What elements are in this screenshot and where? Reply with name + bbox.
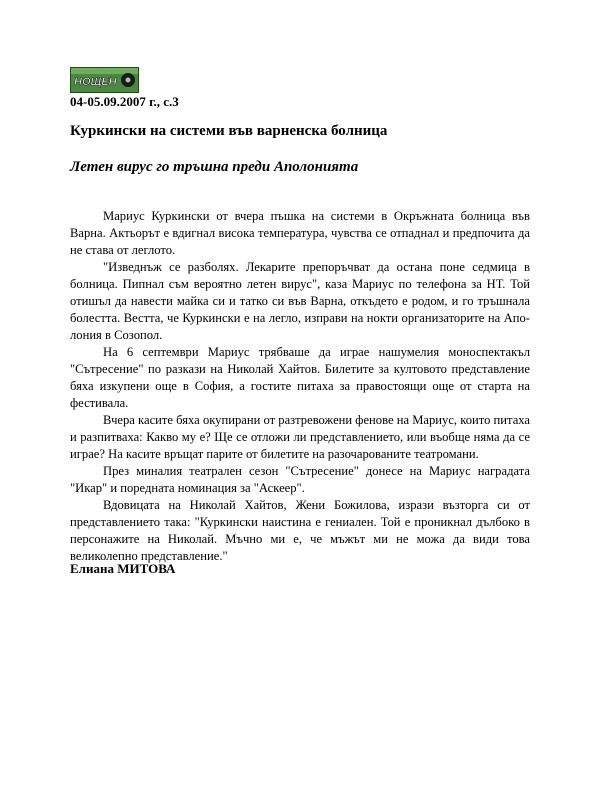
article-body <box>70 208 530 565</box>
svg-text:НОЩЕН: НОЩЕН <box>74 76 117 88</box>
paragraph-3: На 6 септември Мариус трябваше да играе нашумелия моноспектакъл "Сътресение" по разкази на Николай Хайтов. Билетите за култовото представление бяха изкупени още в София, а гостите питаха за правостоящи още от старта на фестивала. <box>70 345 530 410</box>
article-subheadline: Летен вирус го тръшна преди Аполонията <box>70 159 359 175</box>
paragraph-4: Вчера касите бяха окупирани от разтревожени фенове на Мариус, които питаха и разпитваха: Какво му е? Ще се отложи ли представлението, или въобще няма да се играе? На касите връщат парите от билетите на разочарованите театромани. <box>70 413 530 461</box>
article-author: Елиана МИТОВА <box>70 561 176 576</box>
publication-date: 04-05.09.2007 г., с.3 <box>70 94 179 109</box>
paragraph-2: "Изведнъж се разболях. Лекарите препоръчват да остана поне седмица в болница. Пипнал съм вероятно летен вирус", каза Мариус по телефона за НТ. Той отишъл да навести майка си и татко си във Варна, откъдето е родом, и го тръшнала болестта. Вестта, че Куркински е на легло, изправи на нокти организаторите на Апо-лония в Созопол. <box>70 260 530 342</box>
newspaper-logo-graphic <box>71 68 138 92</box>
paragraph-5: През миналия театрален сезон "Сътресение" донесе на Мариус наградата "Икар" и поредната номинация за "Аскеер". <box>70 464 530 495</box>
article-headline: Куркински на системи във варненска болница <box>70 123 388 139</box>
newspaper-logo <box>70 67 139 93</box>
paragraph-6: Вдовицата на Николай Хайтов, Жени Божилова, изрази възторга си от представлението така: "Куркински наистина е гениален. Той е проникнал дълбоко в персонажите на Николай. Мъчно ми е, че мъжът ми не можа да види това великолепно представление." <box>70 498 530 563</box>
paragraph-1: Мариус Куркински от вчера пъшка на системи в Окръжната болница във Варна. Актьорът е вдигнал висока температура, чувства се отпаднал и предпочита да не става от леглото. <box>70 209 530 257</box>
